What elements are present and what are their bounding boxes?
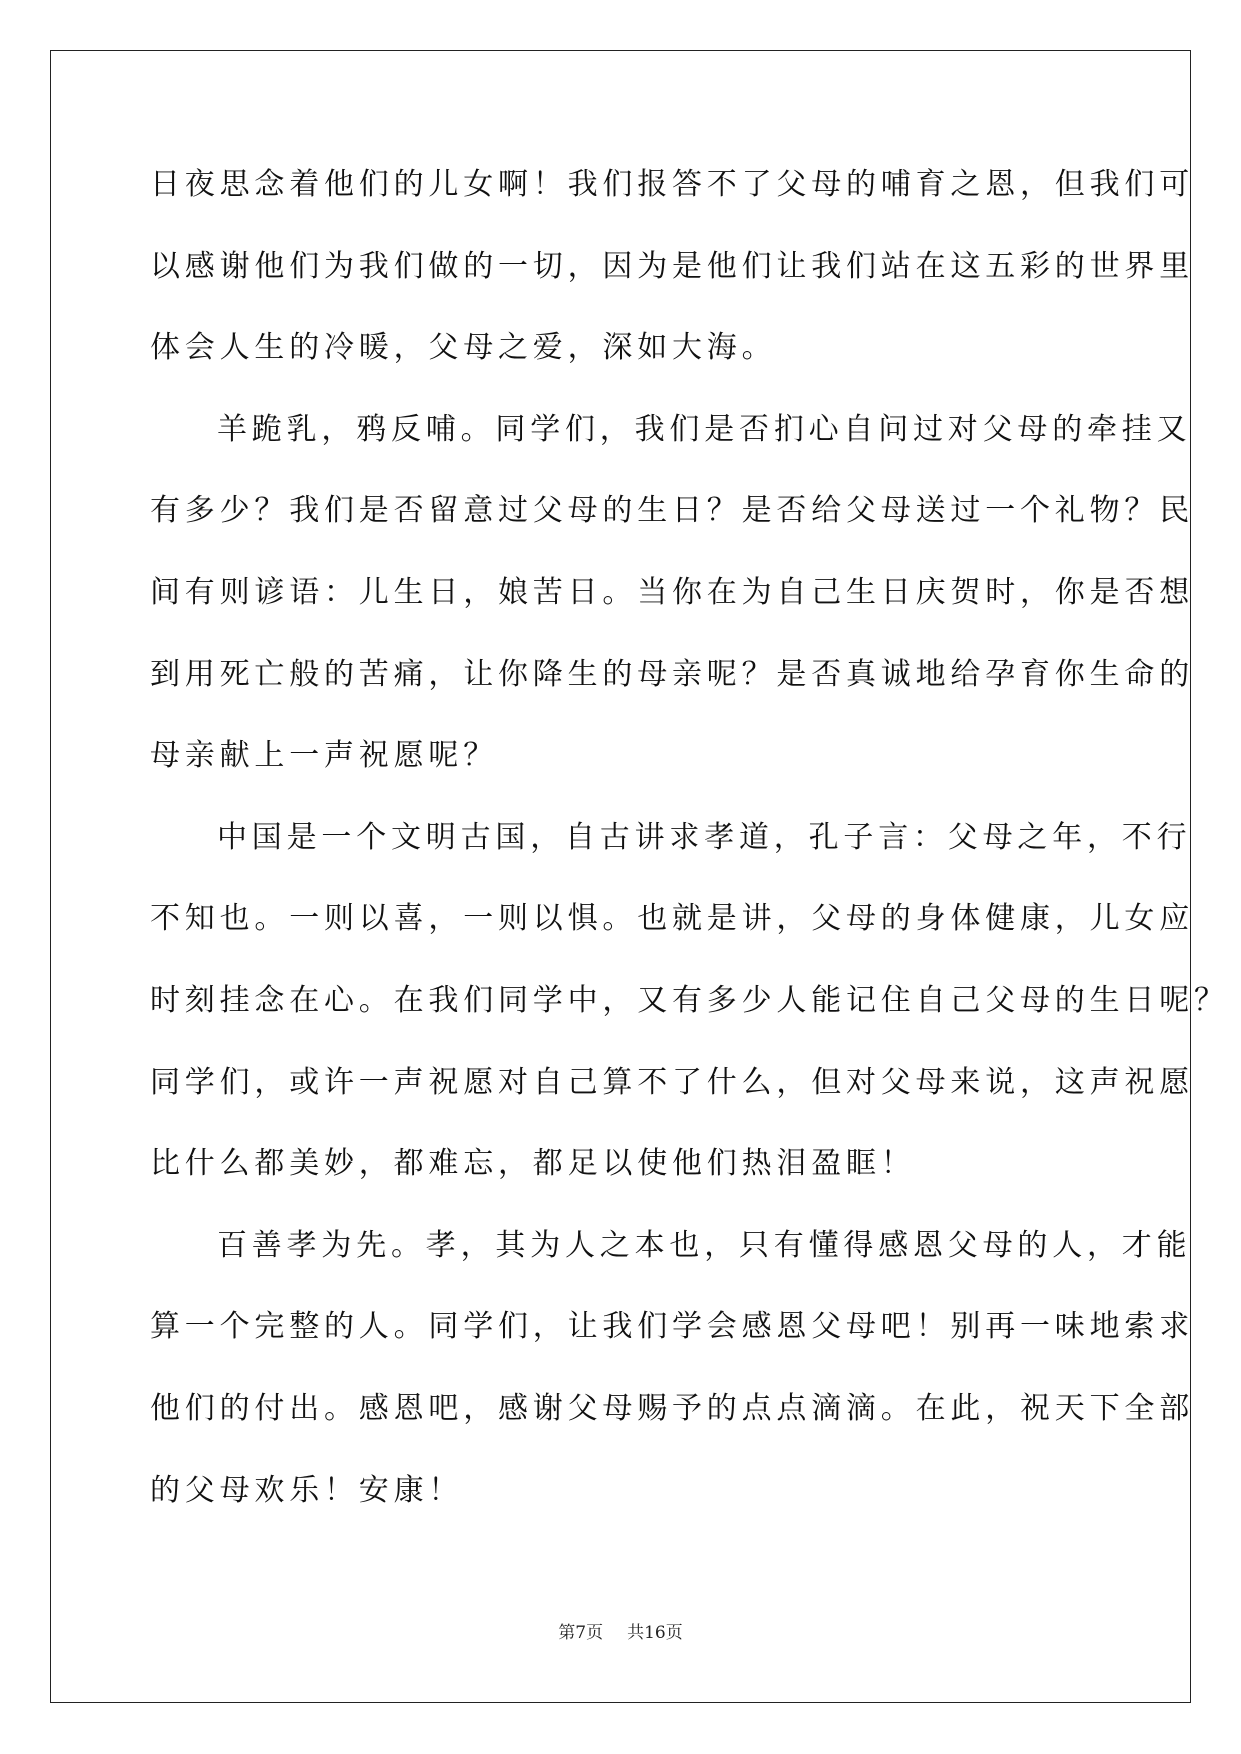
text-line: 间有则谚语：儿生日，娘苦日。当你在为自己生日庆贺时，你是否想 xyxy=(150,574,1194,610)
text-line: 比什么都美妙，都难忘，都足以使他们热泪盈眶！ xyxy=(150,1146,916,1182)
paragraph-first-line: 百善孝为先。孝，其为人之本也，只有懂得感恩父母的人，才能 xyxy=(217,1227,1192,1263)
text-line: 不知也。一则以喜，一则以惧。也就是讲，父母的身体健康，儿女应 xyxy=(150,901,1194,937)
page-footer xyxy=(0,1618,1241,1643)
page-number: 第7页 xyxy=(558,1623,604,1643)
text-line: 的父母欢乐！安康！ xyxy=(150,1472,464,1508)
paragraph-first-line: 羊跪乳，鸦反哺。同学们，我们是否扪心自问过对父母的牵挂又 xyxy=(217,411,1192,447)
text-line: 日夜思念着他们的儿女啊！我们报答不了父母的哺育之恩，但我们可 xyxy=(150,167,1194,202)
document-body xyxy=(150,160,1229,1547)
page-total: 共16页 xyxy=(627,1623,683,1643)
text-line: 体会人生的冷暖，父母之爱，深如大海。 xyxy=(150,330,777,366)
text-line: 他们的付出。感恩吧，感谢父母赐予的点点滴滴。在此，祝天下全部 xyxy=(150,1390,1194,1426)
text-line: 算一个完整的人。同学们，让我们学会感恩父母吧！别再一味地索求 xyxy=(150,1309,1194,1345)
paragraph-first-line: 中国是一个文明古国，自古讲求孝道，孔子言：父母之年，不行 xyxy=(217,819,1192,855)
text-line: 到用死亡般的苦痛，让你降生的母亲呢？是否真诚地给孕育你生命的 xyxy=(150,656,1194,692)
text-line: 有多少？我们是否留意过父母的生日？是否给父母送过一个礼物？民 xyxy=(150,493,1194,529)
text-line: 母亲献上一声祝愿呢？ xyxy=(150,738,498,774)
text-line: 同学们，或许一声祝愿对自己算不了什么，但对父母来说，这声祝愿 xyxy=(150,1064,1194,1100)
text-line: 以感谢他们为我们做的一切，因为是他们让我们站在这五彩的世界里 xyxy=(150,248,1194,284)
text-line: 时刻挂念在心。在我们同学中，又有多少人能记住自己父母的生日呢？ xyxy=(150,982,1229,1018)
